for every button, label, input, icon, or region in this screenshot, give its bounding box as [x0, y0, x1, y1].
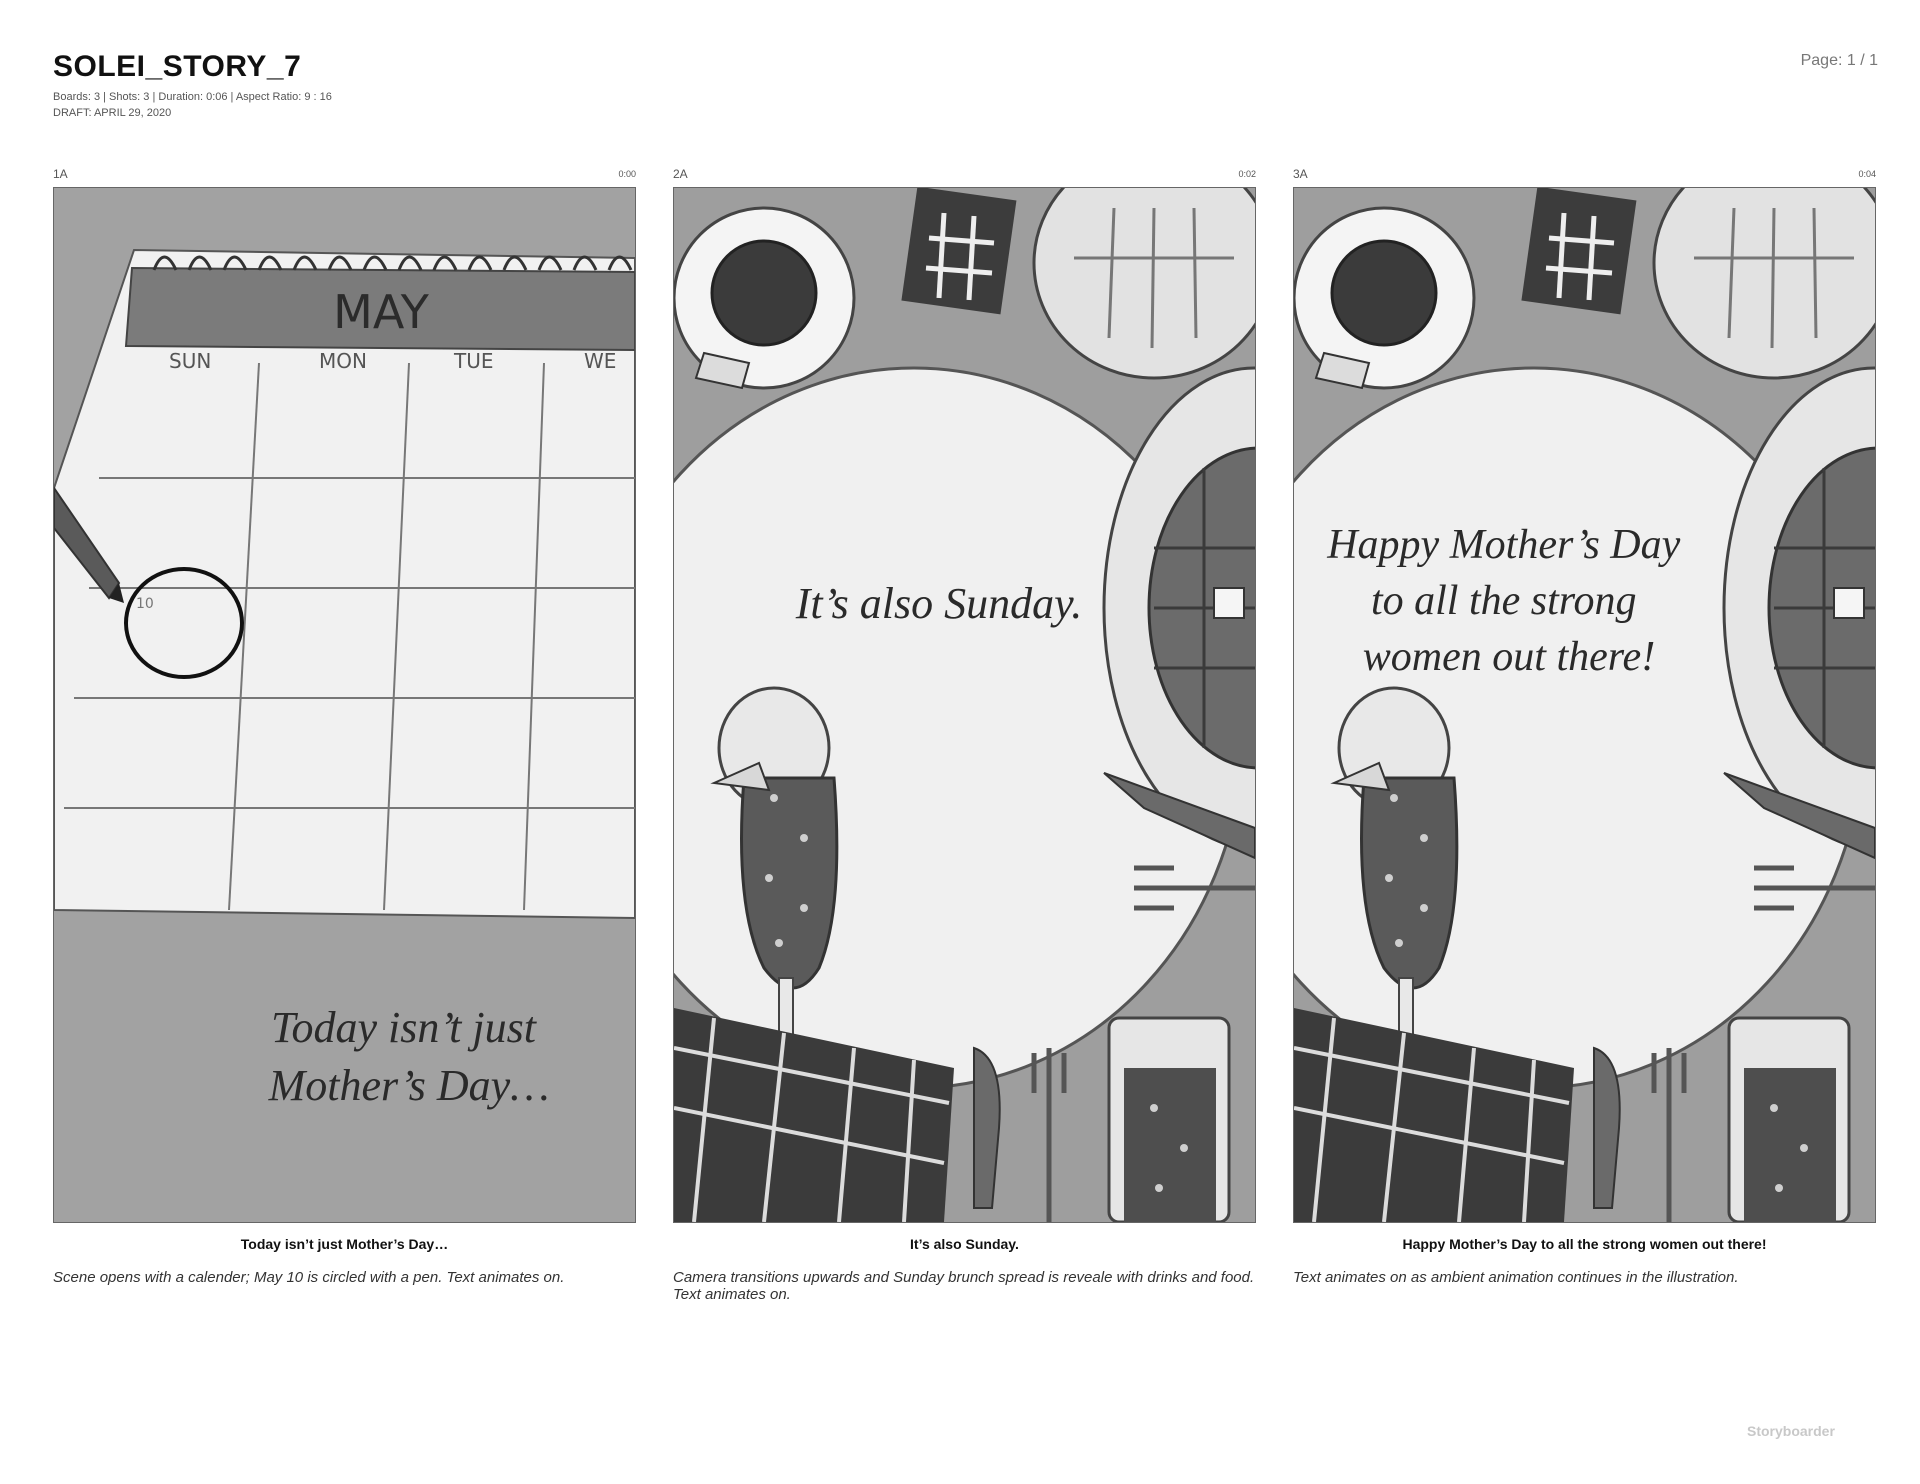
overlay-text: It’s also Sunday.	[795, 579, 1083, 628]
board-3a[interactable]	[1293, 165, 1876, 1286]
circled-date: 10	[136, 596, 154, 612]
calendar-day-tue: TUE	[454, 349, 494, 373]
board-frame[interactable]	[1293, 187, 1876, 1223]
overlay-text: Today isn’t just Mother’s Day…	[268, 1003, 550, 1110]
storyboarder-logo: Storyboarder	[1747, 1423, 1835, 1439]
brunch-illustration	[674, 188, 1255, 1222]
calendar-illustration	[54, 188, 635, 1222]
board-caption: Happy Mother’s Day to all the strong women out there!	[1402, 1236, 1767, 1252]
board-time: 0:04	[1858, 169, 1876, 179]
board-frame[interactable]	[673, 187, 1256, 1223]
overlay-text: Happy Mother’s Day to all the strong women out there!	[1327, 522, 1681, 680]
calendar-day-mon: MON	[319, 349, 367, 373]
board-frame[interactable]	[53, 187, 636, 1223]
board-caption: Today isn’t just Mother’s Day…	[240, 1236, 449, 1252]
storyboard-meta: Boards: 3 | Shots: 3 | Duration: 0:06 | Aspect Ratio: 9 : 16	[53, 91, 332, 103]
board-1a[interactable]	[53, 165, 636, 1286]
board-description: Camera transitions upwards and Sunday brunch spread is reveale with drinks and food. Text animates on.	[673, 1269, 1255, 1303]
board-id: 1A	[53, 167, 68, 181]
board-description: Text animates on as ambient animation continues in the illustration.	[1293, 1269, 1739, 1286]
storyboard-title: SOLEI_STORY_7	[53, 50, 302, 83]
board-time: 0:00	[618, 169, 636, 179]
draft-date: DRAFT: APRIL 29, 2020	[53, 107, 172, 119]
calendar-day-wed: WE	[584, 349, 617, 373]
page-number: Page: 1 / 1	[1800, 52, 1878, 69]
calendar-month: MAY	[333, 285, 429, 339]
calendar-day-sun: SUN	[169, 349, 212, 373]
board-id: 2A	[673, 167, 688, 181]
brunch-illustration	[1294, 188, 1875, 1222]
board-time: 0:02	[1238, 169, 1256, 179]
board-2a[interactable]	[673, 165, 1256, 1303]
board-description: Scene opens with a calender; May 10 is circled with a pen. Text animates on.	[53, 1269, 565, 1286]
board-caption: It’s also Sunday.	[910, 1236, 1019, 1252]
board-id: 3A	[1293, 167, 1308, 181]
